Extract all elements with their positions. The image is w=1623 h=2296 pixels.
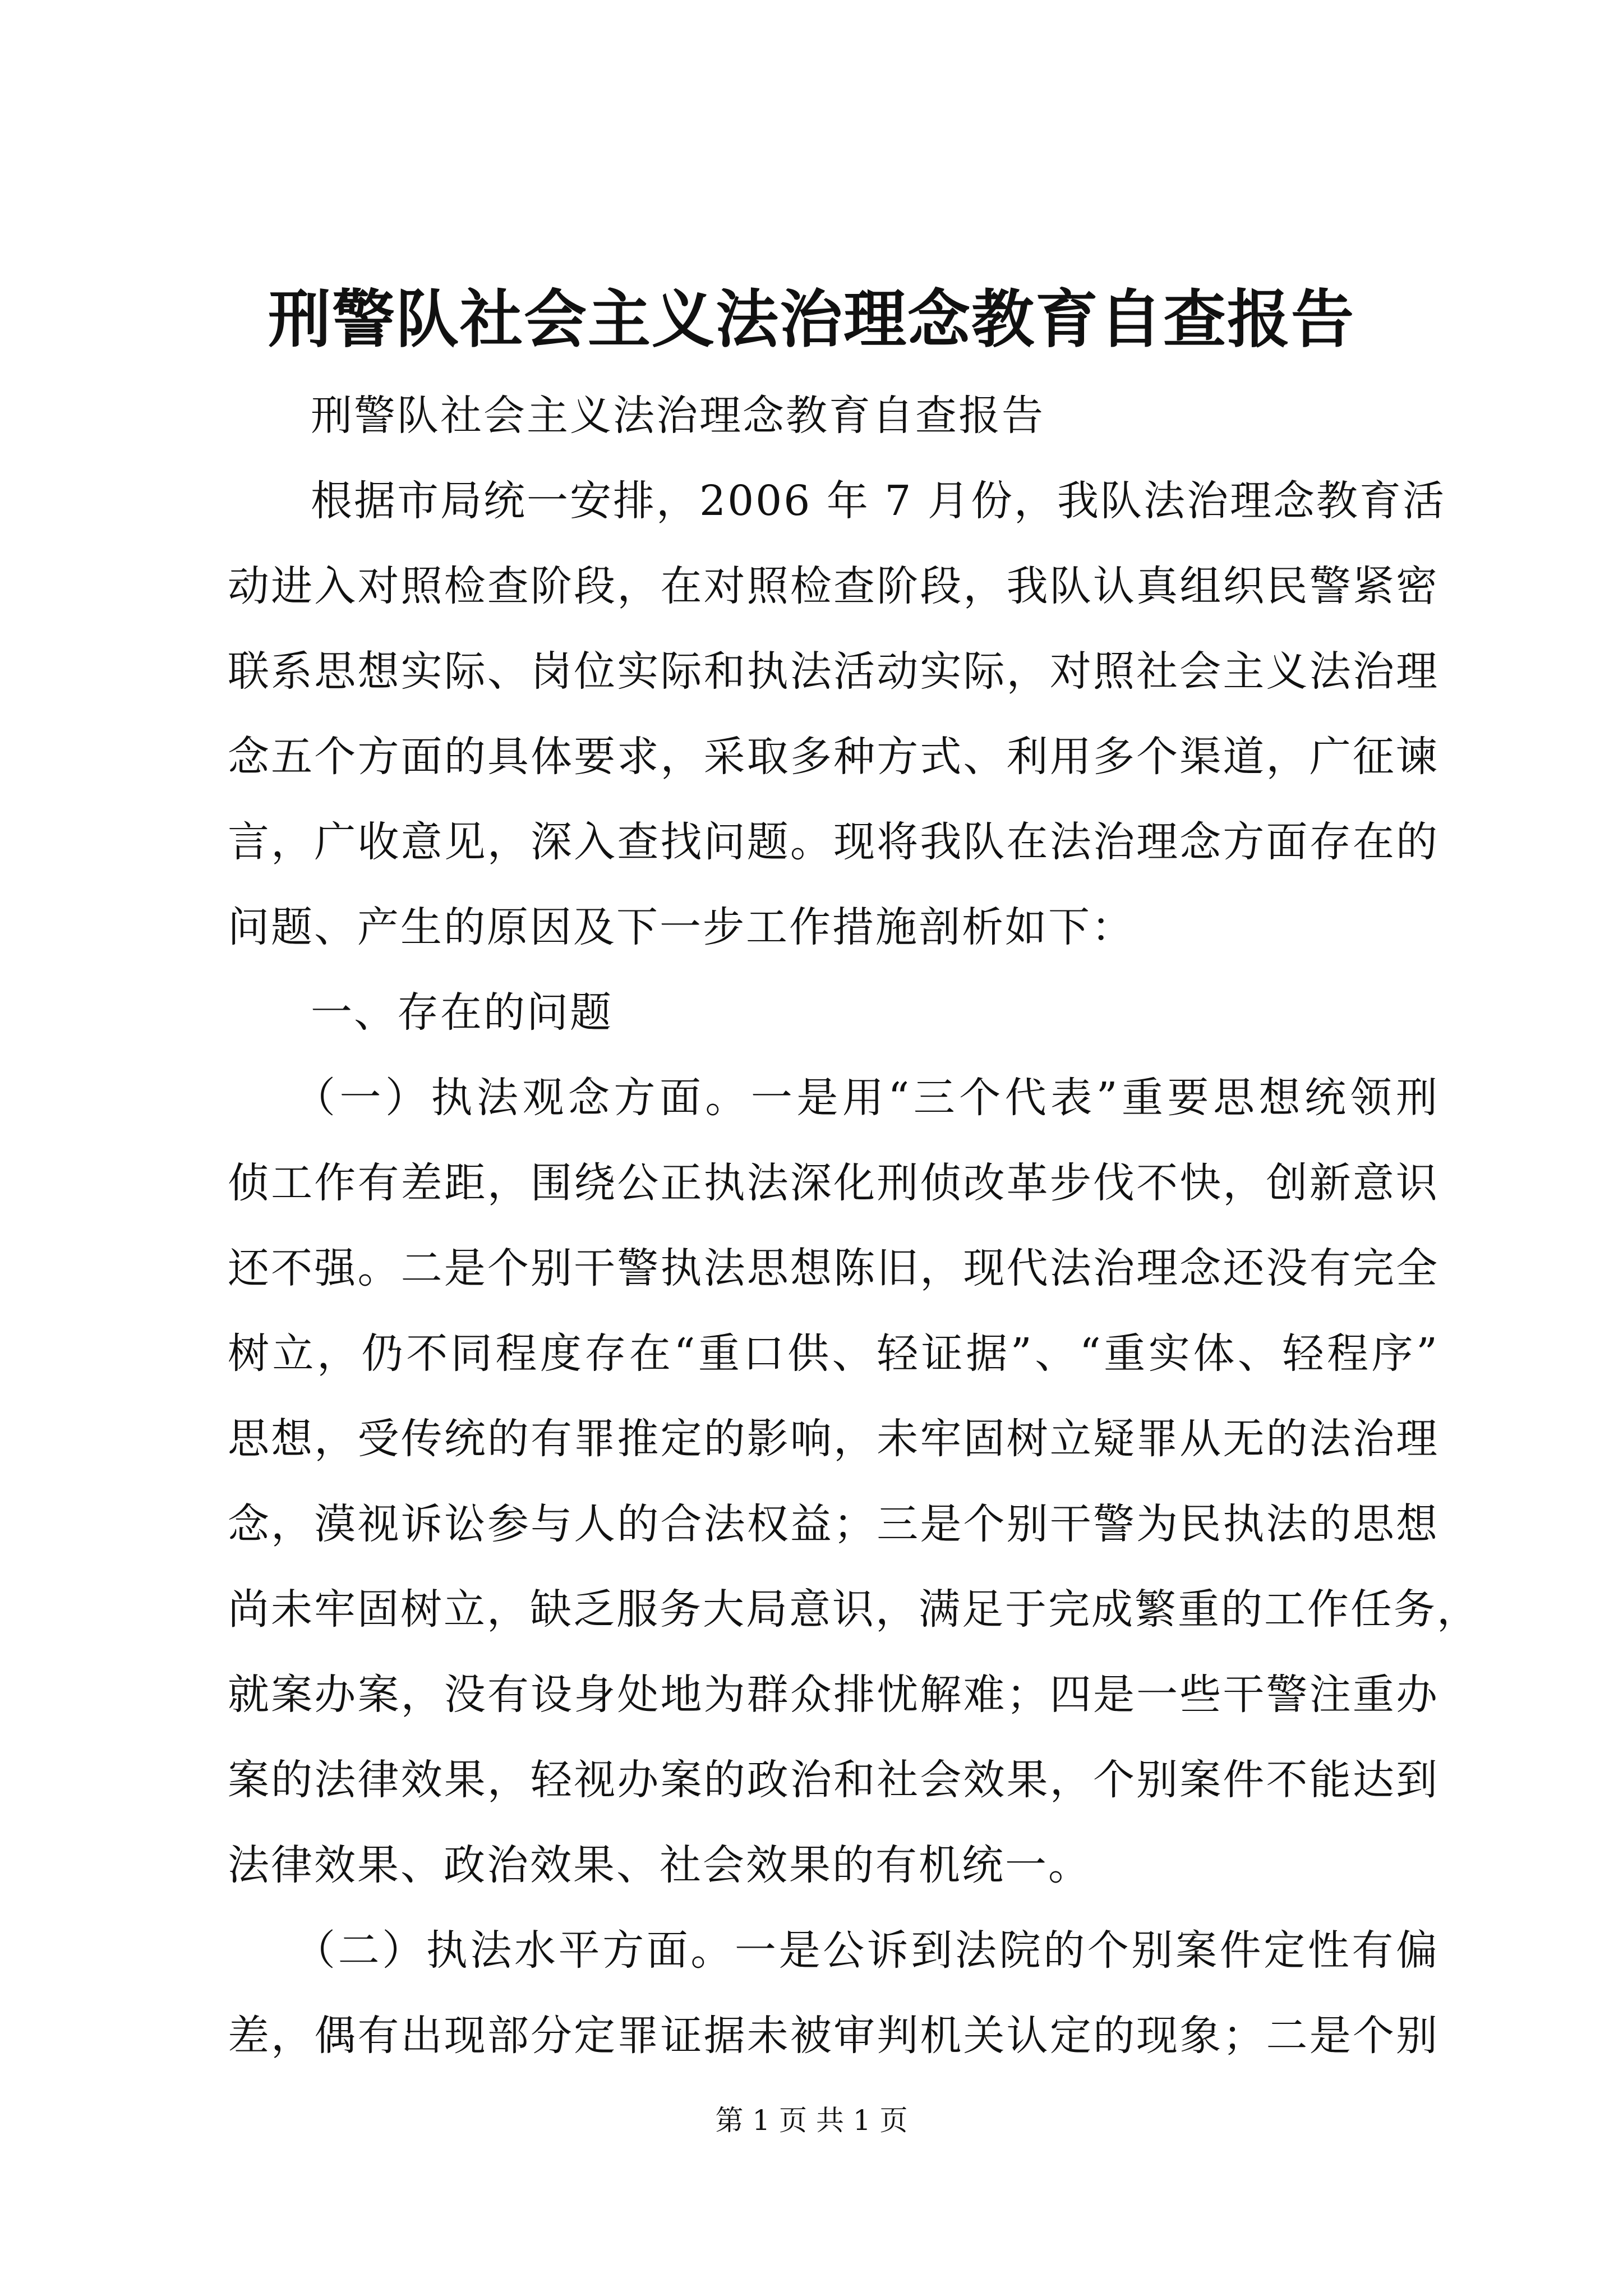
body-line: 动进入对照检查阶段，在对照检查阶段，我队认真组织民警紧密 [228, 562, 1439, 610]
body-line: 刑警队社会主义法治理念教育自查报告 [311, 392, 1045, 440]
body-line: 尚未牢固树立，缺乏服务大局意识，满足于完成繁重的工作任务， [228, 1585, 1480, 1634]
body-line: 法律效果、政治效果、社会效果的有机统一。 [228, 1841, 1091, 1889]
body-line: 差，偶有出现部分定罪证据未被审判机关认定的现象；二是个别 [228, 2012, 1439, 2060]
section-heading: 一、存在的问题 [311, 988, 613, 1037]
body-line: 还不强。二是个别干警执法思想陈旧，现代法治理念还没有完全 [228, 1244, 1439, 1292]
body-line: 念五个方面的具体要求，采取多种方式、利用多个渠道，广征谏 [228, 733, 1439, 781]
body-line: 树立，仍不同程度存在“重口供、轻证据”、“重实体、轻程序” [228, 1329, 1439, 1378]
body-line: 侦工作有差距，围绕公正执法深化刑侦改革步伐不快，创新意识 [228, 1159, 1439, 1207]
body-line: （一）执法观念方面。一是用“三个代表”重要思想统领刑 [294, 1074, 1439, 1122]
body-line: （二）执法水平方面。一是公诉到法院的个别案件定性有偏 [294, 1926, 1439, 1975]
document-title: 刑警队社会主义法治理念教育自查报告 [268, 283, 1355, 356]
page-footer: 第 1 页 共 1 页 [715, 2104, 908, 2137]
body-line: 问题、产生的原因及下一步工作措施剖析如下： [228, 903, 1135, 951]
body-line: 根据市局统一安排，2006 年 7 月份，我队法治理念教育活 [311, 477, 1446, 525]
document-body [228, 373, 1480, 2078]
body-line: 念，漠视诉讼参与人的合法权益；三是个别干警为民执法的思想 [228, 1500, 1439, 1548]
body-line: 言，广收意见，深入查找问题。现将我队在法治理念方面存在的 [228, 818, 1439, 866]
body-line: 案的法律效果，轻视办案的政治和社会效果，个别案件不能达到 [228, 1756, 1439, 1804]
body-line: 就案办案，没有设身处地为群众排忧解难；四是一些干警注重办 [228, 1671, 1439, 1719]
body-line: 思想，受传统的有罪推定的影响，未牢固树立疑罪从无的法治理 [228, 1415, 1439, 1463]
body-line: 联系思想实际、岗位实际和执法活动实际，对照社会主义法治理 [228, 647, 1439, 696]
